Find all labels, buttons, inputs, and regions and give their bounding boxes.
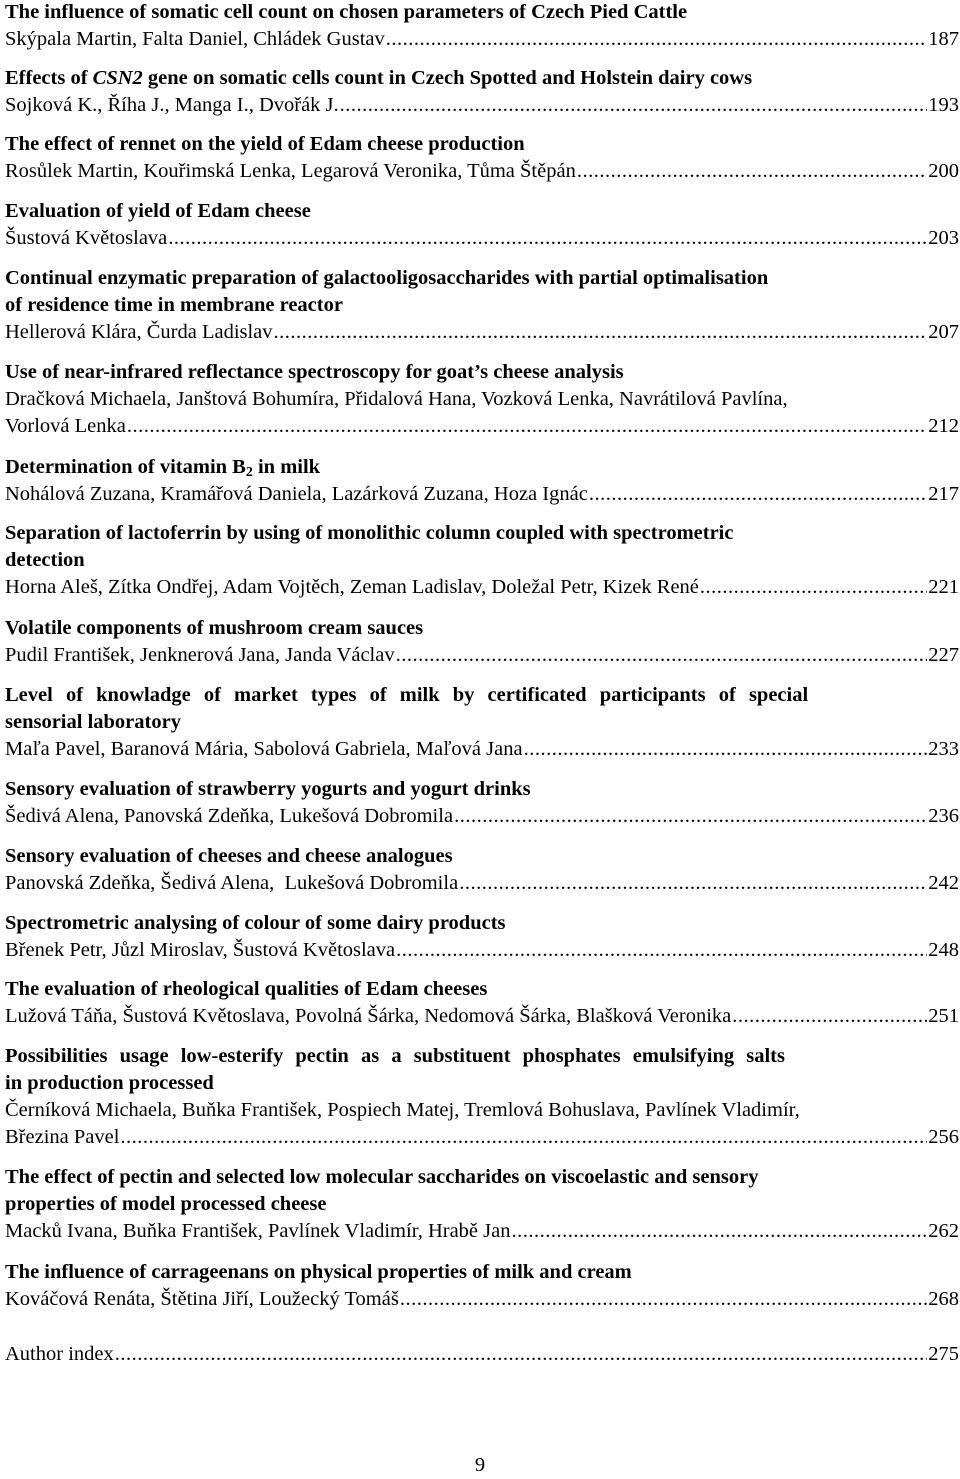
entry-title-continued: properties of model processed cheese [5, 1193, 327, 1215]
entry-page: 236 [928, 805, 959, 827]
entry-authors: Lužová Táňa, Šustová Květoslava, Povolná Šárka, Nedomová Šárka, Blašková Veronika [5, 1005, 732, 1027]
author-index-row [5, 1341, 959, 1368]
entry-author-row [5, 413, 959, 440]
dot-leader [577, 158, 927, 185]
dot-leader [524, 736, 928, 763]
entry-page: 207 [928, 321, 959, 343]
toc-entry [5, 843, 959, 897]
entry-author-row [5, 1124, 959, 1151]
entry-title-part: Determination of vitamin B [5, 456, 246, 478]
entry-author-row [5, 937, 959, 964]
entry-author-row [5, 481, 959, 508]
toc-entry [5, 1164, 959, 1245]
entry-title-subscript: 2 [245, 465, 253, 480]
entry-title-continued: in production processed [5, 1072, 214, 1094]
toc-entry [5, 520, 959, 601]
entry-authors: Nohálová Zuzana, Kramářová Daniela, Lazárková Zuzana, Hoza Ignác [5, 483, 588, 505]
dot-leader [459, 870, 927, 897]
entry-page: 193 [928, 94, 959, 116]
author-index-page: 275 [928, 1343, 959, 1365]
entry-page: 256 [928, 1126, 959, 1148]
entry-author-row [5, 92, 959, 119]
entry-title: The evaluation of rheological qualities of Edam cheeses [5, 978, 488, 1000]
entry-authors: Sojková K., Říha J., Manga I., Dvořák J. [5, 94, 339, 116]
entry-page: 187 [928, 28, 959, 50]
entry-title: Sensory evaluation of cheeses and cheese analogues [5, 845, 453, 867]
entry-authors: Kováčová Renáta, Štětina Jiří, Loužecký Tomáš [5, 1288, 399, 1310]
entry-author-row [5, 319, 959, 346]
entry-title: Possibilities usage low-esterify pectin as a substituent phosphates emulsifying salts [5, 1045, 785, 1067]
entry-title: Level of knowladge of market types of milk by certificated participants of special [5, 684, 809, 706]
entry-page: 242 [928, 872, 959, 894]
entry-authors: Macků Ivana, Buňka František, Pavlínek Vladimír, Hrabě Jan [5, 1220, 511, 1242]
dot-leader [396, 937, 927, 964]
entry-page: 251 [928, 1005, 959, 1027]
dot-leader [127, 413, 927, 440]
entry-title: Use of near-infrared reflectance spectroscopy for goat’s cheese analysis [5, 361, 624, 383]
dot-leader [120, 1124, 927, 1151]
entry-author-row [5, 26, 959, 53]
toc-entry [5, 1043, 959, 1151]
entry-title [5, 65, 959, 92]
dot-leader [115, 1341, 928, 1368]
toc-entry [5, 682, 959, 763]
entry-page: 233 [928, 738, 959, 760]
dot-leader [274, 319, 928, 346]
entry-authors: Březina Pavel [5, 1126, 120, 1148]
entry-title: Spectrometric analysing of colour of some dairy products [5, 912, 506, 934]
toc-entry [5, 65, 959, 119]
entry-title-continued: sensorial laboratory [5, 711, 181, 733]
dot-leader [386, 26, 928, 53]
entry-author-row [5, 158, 959, 185]
toc-entry [5, 615, 959, 669]
toc-entry [5, 359, 959, 440]
entry-title: Separation of lactoferrin by using of monolithic column coupled with spectrometric [5, 522, 734, 544]
entry-title-part: in milk [252, 456, 321, 478]
toc-entry [5, 198, 959, 252]
dot-leader [589, 481, 927, 508]
toc-entry [5, 776, 959, 830]
entry-authors: Skýpala Martin, Falta Daniel, Chládek Gustav [5, 28, 385, 50]
entry-title: Continual enzymatic preparation of galactooligosaccharides with partial optimalisation [5, 267, 769, 289]
entry-page: 221 [928, 576, 959, 598]
toc-entry [5, 910, 959, 964]
dot-leader [396, 642, 928, 669]
toc-entry [5, 1259, 959, 1313]
entry-title: Volatile components of mushroom cream sauces [5, 617, 424, 639]
entry-authors: Panovská Zdeňka, Šedivá Alena, Lukešová Dobromila [5, 872, 459, 894]
dot-leader [168, 225, 927, 252]
entry-page: 268 [928, 1288, 959, 1310]
entry-author-row [5, 870, 959, 897]
entry-authors-line: Dračková Michaela, Janštová Bohumíra, Přidalová Hana, Vozková Lenka, Navrátilová Pavlína, [5, 388, 788, 410]
entry-authors: Šedivá Alena, Panovská Zdeňka, Lukešová Dobromila [5, 805, 454, 827]
entry-authors: Maľa Pavel, Baranová Mária, Sabolová Gabriela, Maľová Jana [5, 738, 523, 760]
entry-authors: Horna Aleš, Zítka Ondřej, Adam Vojtěch, Zeman Ladislav, Doležal Petr, Kizek René [5, 576, 699, 598]
entry-page: 200 [928, 160, 959, 182]
entry-author-row [5, 736, 959, 763]
entry-authors: Šustová Květoslava [5, 227, 168, 249]
page-number: 9 [474, 1454, 486, 1476]
entry-title [5, 454, 959, 481]
entry-title: Sensory evaluation of strawberry yogurts and yogurt drinks [5, 778, 531, 800]
entry-author-row [5, 574, 959, 601]
entry-authors: Břenek Petr, Jůzl Miroslav, Šustová Květoslava [5, 939, 396, 961]
entry-title-part: Effects of [5, 67, 93, 89]
entry-page: 262 [928, 1220, 959, 1242]
entry-page: 212 [928, 415, 959, 437]
entry-title: Evaluation of yield of Edam cheese [5, 200, 311, 222]
entry-page: 203 [928, 227, 959, 249]
entry-page: 248 [928, 939, 959, 961]
entry-authors-line: Černíková Michaela, Buňka František, Pospiech Matej, Tremlová Bohuslava, Pavlínek Vladimír, [5, 1099, 800, 1121]
entry-page: 227 [928, 644, 959, 666]
toc-entry [5, 454, 959, 508]
entry-authors: Rosůlek Martin, Kouřimská Lenka, Legarová Veronika, Tůma Štěpán [5, 160, 576, 182]
dot-leader [511, 1218, 927, 1245]
dot-leader [700, 574, 927, 601]
entry-page: 217 [928, 483, 959, 505]
entry-title-gene: CSN2 [92, 67, 143, 89]
dot-leader [454, 803, 927, 830]
entry-title: The effect of pectin and selected low molecular saccharides on viscoelastic and sensory [5, 1166, 759, 1188]
entry-authors: Pudil František, Jenknerová Jana, Janda Václav [5, 644, 395, 666]
entry-title-part: gene on somatic cells count in Czech Spotted and Holstein dairy cows [142, 67, 753, 89]
toc-entry [5, 265, 959, 346]
entry-title: The influence of carrageenans on physical properties of milk and cream [5, 1261, 632, 1283]
entry-author-row [5, 225, 959, 252]
toc-entry [5, 131, 959, 185]
entry-title: The effect of rennet on the yield of Edam cheese production [5, 133, 525, 155]
entry-author-row [5, 803, 959, 830]
entry-author-row [5, 1003, 959, 1030]
dot-leader [400, 1286, 927, 1313]
entry-author-row [5, 1218, 959, 1245]
toc-entry [5, 0, 959, 53]
dot-leader [340, 92, 928, 119]
entry-authors: Hellerová Klára, Čurda Ladislav [5, 321, 273, 343]
entry-title-continued: detection [5, 549, 85, 571]
entry-title-continued: of residence time in membrane reactor [5, 294, 343, 316]
author-index-label: Author index [5, 1343, 114, 1365]
dot-leader [732, 1003, 927, 1030]
entry-author-row [5, 642, 959, 669]
author-index-entry [5, 1341, 959, 1368]
entry-author-row [5, 1286, 959, 1313]
entry-title: The influence of somatic cell count on chosen parameters of Czech Pied Cattle [5, 1, 688, 23]
toc-entry [5, 976, 959, 1030]
entry-authors: Vorlová Lenka [5, 415, 126, 437]
